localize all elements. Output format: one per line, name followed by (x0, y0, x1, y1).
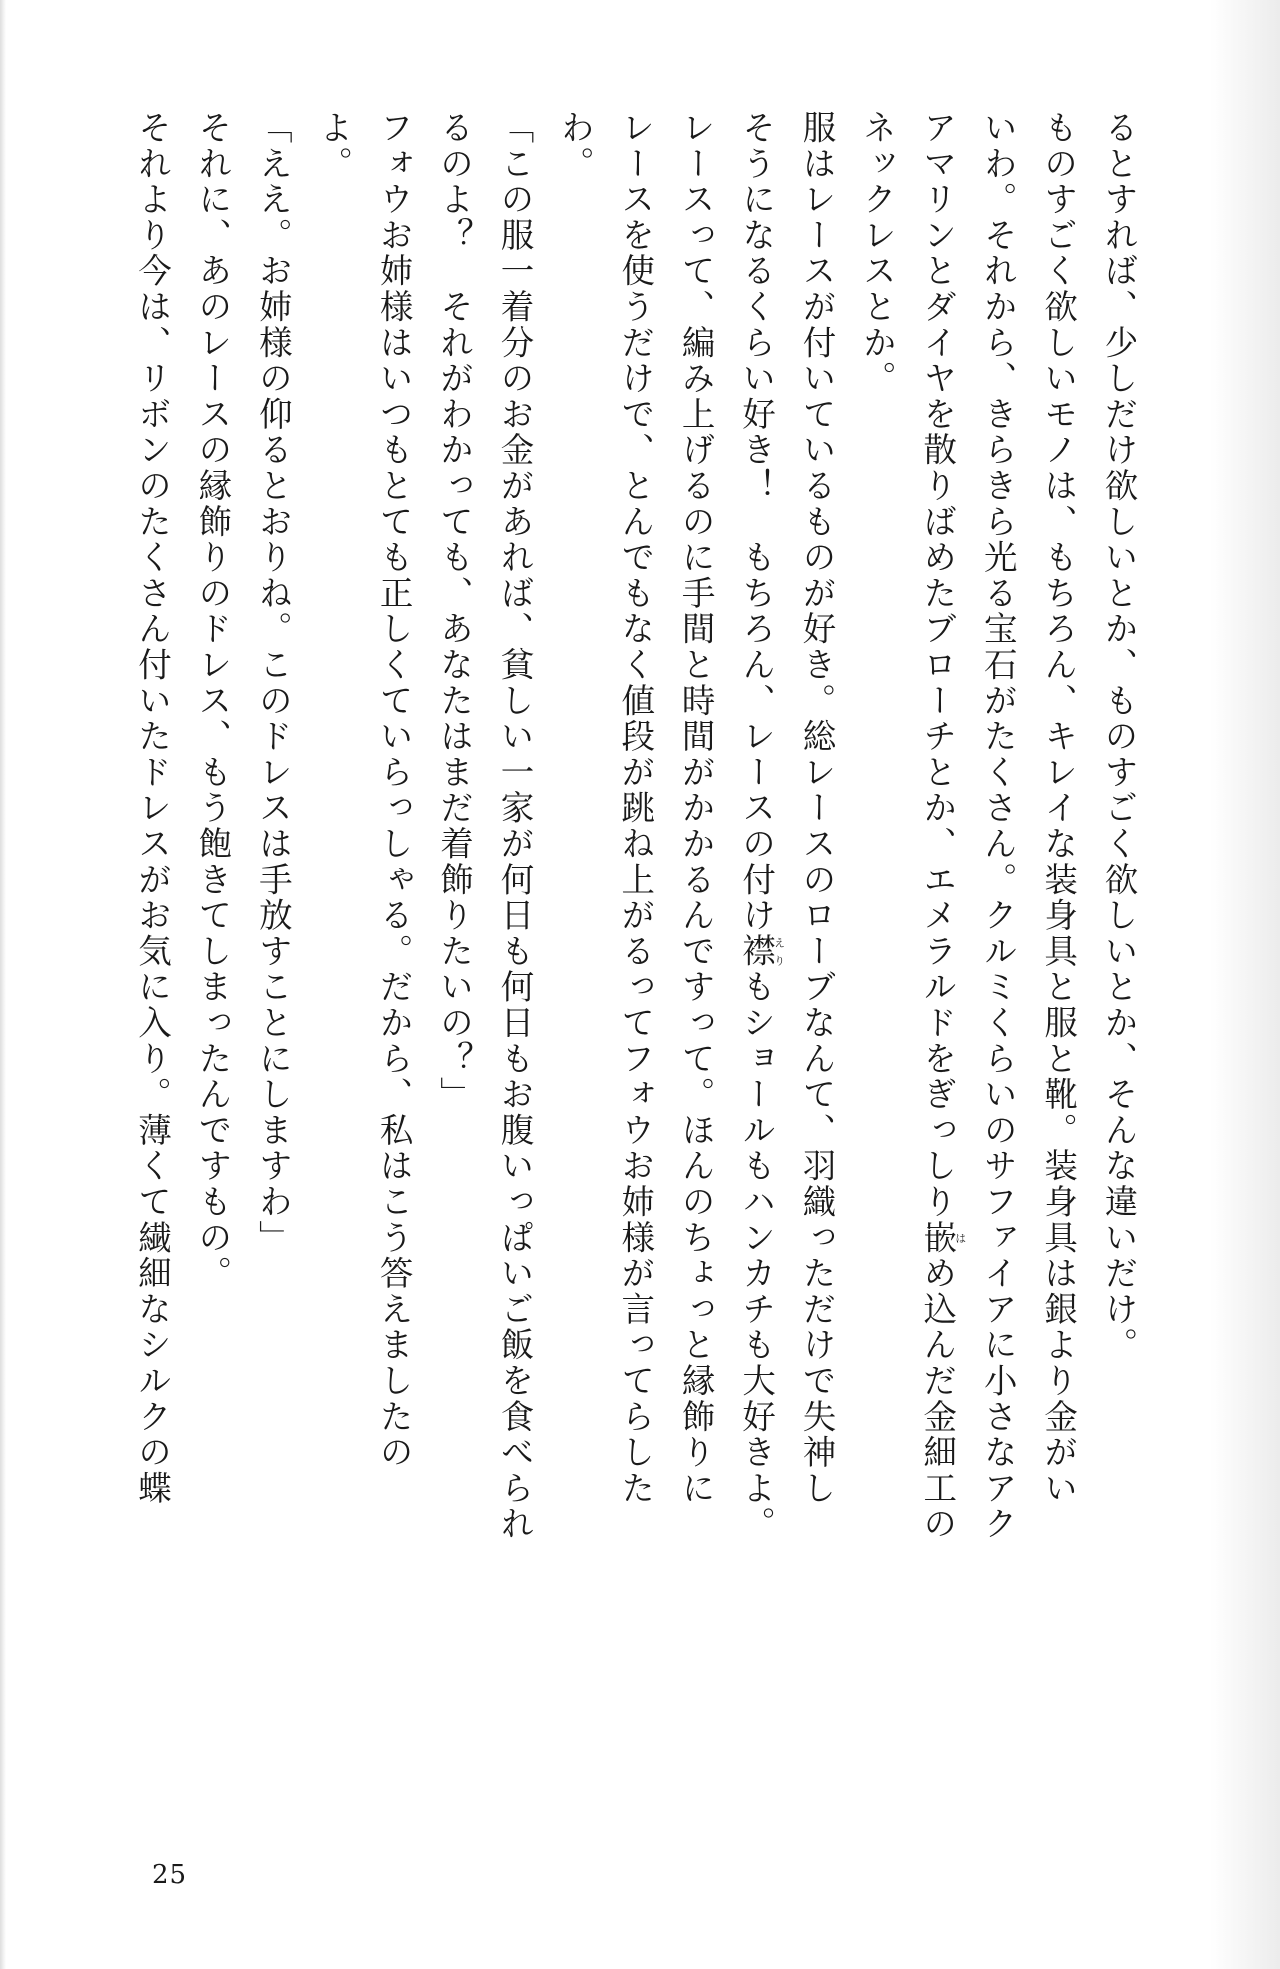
text-line: 「この服一着分のお金があれば、貧しい一家が何日も何日もお腹いっぱいご飯を食べられ (494, 110, 534, 1542)
text-line: るのよ？ それがわかっても、あなたはまだ着飾りたいの？」 (434, 110, 474, 1113)
text-line: それより今は、リボンのたくさん付いたドレスがお気に入り。薄くて繊細なシルクの蝶 (132, 110, 172, 1507)
text-line: それに、あのレースの縁飾りのドレス、もう飽きてしまったんですもの。 (192, 110, 232, 1292)
ruby-reading: は (953, 1219, 967, 1256)
vertical-text-block (128, 110, 1148, 1630)
text-line: レースって、編み上げるのに手間と時間がかかるんですって。ほんのちょっと縁飾りに (676, 110, 716, 1507)
text-line-part: アマリンとダイヤを散りばめたブローチとか、エメラルドをぎっしり (917, 110, 957, 1220)
text-line: るとすれば、少しだけ欲しいとか、ものすごく欲しいとか、そんな違いだけ。 (1099, 110, 1138, 1363)
page-number: 25 (152, 1860, 188, 1890)
text-line-part: め込んだ金細工の (917, 1255, 957, 1543)
text-line: レースを使うだけで、とんでもなく値段が跳ね上がるってフォウお姉様が言ってらした (615, 110, 655, 1507)
ruby-base: 襟 (736, 933, 776, 970)
text-line: よ。 (313, 110, 353, 182)
page-edge-shadow (0, 0, 6, 1969)
text-line (906, 110, 966, 1630)
ruby-base: 嵌 (917, 1219, 957, 1256)
ruby-word (736, 933, 786, 970)
text-line: ネックレスとか。 (857, 110, 897, 397)
text-line: フォウお姉様はいつもとても正しくていらっしゃる。だから、私はこう答えましたの (374, 110, 414, 1471)
text-line (725, 110, 785, 1630)
text-line: 服はレースが付いているものが好き。総レースのローブなんて、羽織っただけで失神し (796, 110, 836, 1507)
text-line: わ。 (555, 110, 595, 182)
page-gutter-shadow (1210, 0, 1280, 1969)
text-line-part: もショールもハンカチも大好きよ。 (736, 969, 776, 1543)
ruby-reading: えり (772, 933, 786, 970)
text-line: いわ。それから、きらきら光る宝石がたくさん。クルミくらいのサファイアに小さなアク (978, 110, 1018, 1542)
text-line-part: そうになるくらい好き！ もちろん、レースの付け (736, 110, 776, 934)
ruby-word (917, 1219, 967, 1256)
text-line: 「ええ。お姉様の仰るとおりね。このドレスは手放すことにしますわ」 (253, 110, 293, 1256)
text-line: ものすごく欲しいモノは、もちろん、キレイな装身具と服と靴。装身具は銀より金がい (1038, 110, 1078, 1507)
